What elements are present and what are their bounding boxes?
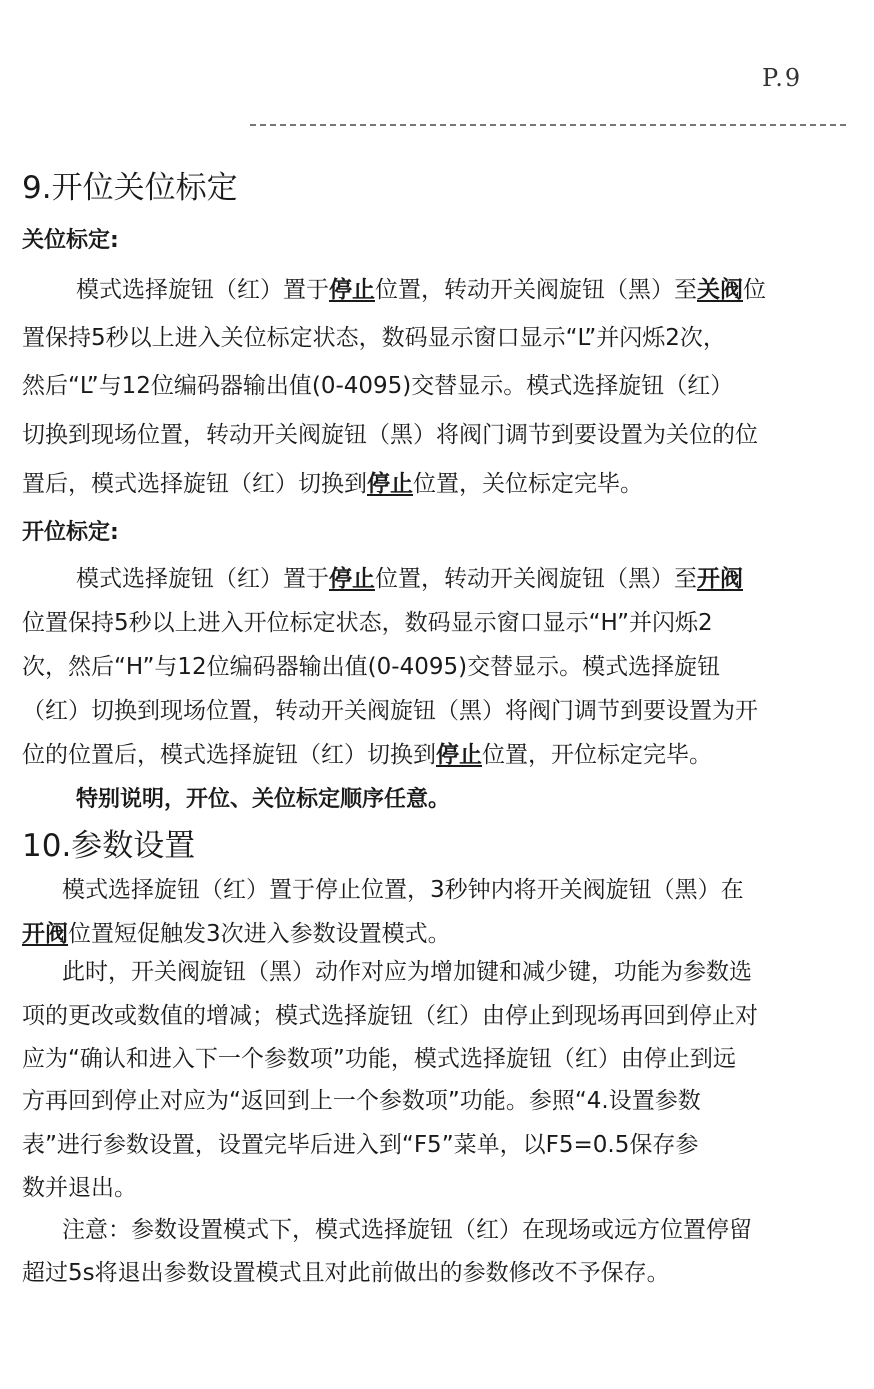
open-cal-line-3: 次，然后“H”与12位编码器输出值(0-4095)交替显示。模式选择旋钮 xyxy=(22,654,721,680)
text-run: 位置，开位标定完毕。 xyxy=(482,742,712,768)
stop-emphasis: 停止 xyxy=(329,566,375,592)
open-valve-emphasis: 开阀 xyxy=(22,921,68,947)
param-line-4: 项的更改或数值的增减；模式选择旋钮（红）由停止到现场再回到停止对 xyxy=(22,1003,758,1029)
open-cal-line-5 xyxy=(22,739,712,771)
param-line-1: 模式选择旋钮（红）置于停止位置，3秒钟内将开关阀旋钮（黑）在 xyxy=(62,877,744,903)
section-9-title: 9.开位关位标定 xyxy=(22,170,238,206)
param-line-9: 注意：参数设置模式下，模式选择旋钮（红）在现场或远方位置停留 xyxy=(62,1217,752,1243)
close-cal-line-1 xyxy=(76,274,766,306)
param-line-7: 表”进行参数设置，设置完毕后进入到“F5”菜单，以F5=0.5保存参 xyxy=(22,1132,699,1158)
stop-emphasis: 停止 xyxy=(436,742,482,768)
open-valve-emphasis: 开阀 xyxy=(697,566,743,592)
text-run: 模式选择旋钮（红）置于 xyxy=(76,277,329,303)
param-line-5: 应为“确认和进入下一个参数项”功能，模式选择旋钮（红）由停止到远 xyxy=(22,1046,736,1072)
param-line-6: 方再回到停止对应为“返回到上一个参数项”功能。参照“4.设置参数 xyxy=(22,1088,701,1114)
param-line-3: 此时，开关阀旋钮（黑）动作对应为增加键和减少键，功能为参数选 xyxy=(62,959,752,985)
close-cal-line-3: 然后“L”与12位编码器输出值(0-4095)交替显示。模式选择旋钮（红） xyxy=(22,373,734,399)
text-run: 位置，转动开关阀旋钮（黑）至 xyxy=(375,277,697,303)
text-run: 位的位置后，模式选择旋钮（红）切换到 xyxy=(22,742,436,768)
text-run: 位置，关位标定完毕。 xyxy=(413,471,643,497)
open-cal-line-2: 位置保持5秒以上进入开位标定状态，数码显示窗口显示“H”并闪烁2 xyxy=(22,610,713,636)
close-valve-emphasis: 关阀 xyxy=(697,277,743,303)
section-10-title: 10.参数设置 xyxy=(22,828,196,864)
open-cal-line-4: （红）切换到现场位置，转动开关阀旋钮（黑）将阀门调节到要设置为开 xyxy=(22,698,758,724)
close-cal-line-4: 切换到现场位置，转动开关阀旋钮（黑）将阀门调节到要设置为关位的位 xyxy=(22,422,758,448)
stop-emphasis: 停止 xyxy=(329,277,375,303)
param-line-10: 超过5s将退出参数设置模式且对此前做出的参数修改不予保存。 xyxy=(22,1260,670,1286)
special-note: 特别说明，开位、关位标定顺序任意。 xyxy=(76,787,451,812)
close-calibration-heading: 关位标定: xyxy=(22,228,119,253)
header-divider xyxy=(250,124,846,126)
open-calibration-heading: 开位标定: xyxy=(22,520,119,545)
param-line-2 xyxy=(22,918,451,950)
open-cal-line-1 xyxy=(76,563,743,595)
stop-emphasis: 停止 xyxy=(367,471,413,497)
close-cal-line-2: 置保持5秒以上进入关位标定状态，数码显示窗口显示“L”并闪烁2次， xyxy=(22,325,726,351)
text-run: 置后，模式选择旋钮（红）切换到 xyxy=(22,471,367,497)
text-run: 位置短促触发3次进入参数设置模式。 xyxy=(68,921,451,947)
page-number: P.9 xyxy=(762,64,803,92)
close-cal-line-5 xyxy=(22,468,643,500)
text-run: 模式选择旋钮（红）置于 xyxy=(76,566,329,592)
text-run: 位 xyxy=(743,277,766,303)
text-run: 位置，转动开关阀旋钮（黑）至 xyxy=(375,566,697,592)
param-line-8: 数并退出。 xyxy=(22,1175,137,1201)
